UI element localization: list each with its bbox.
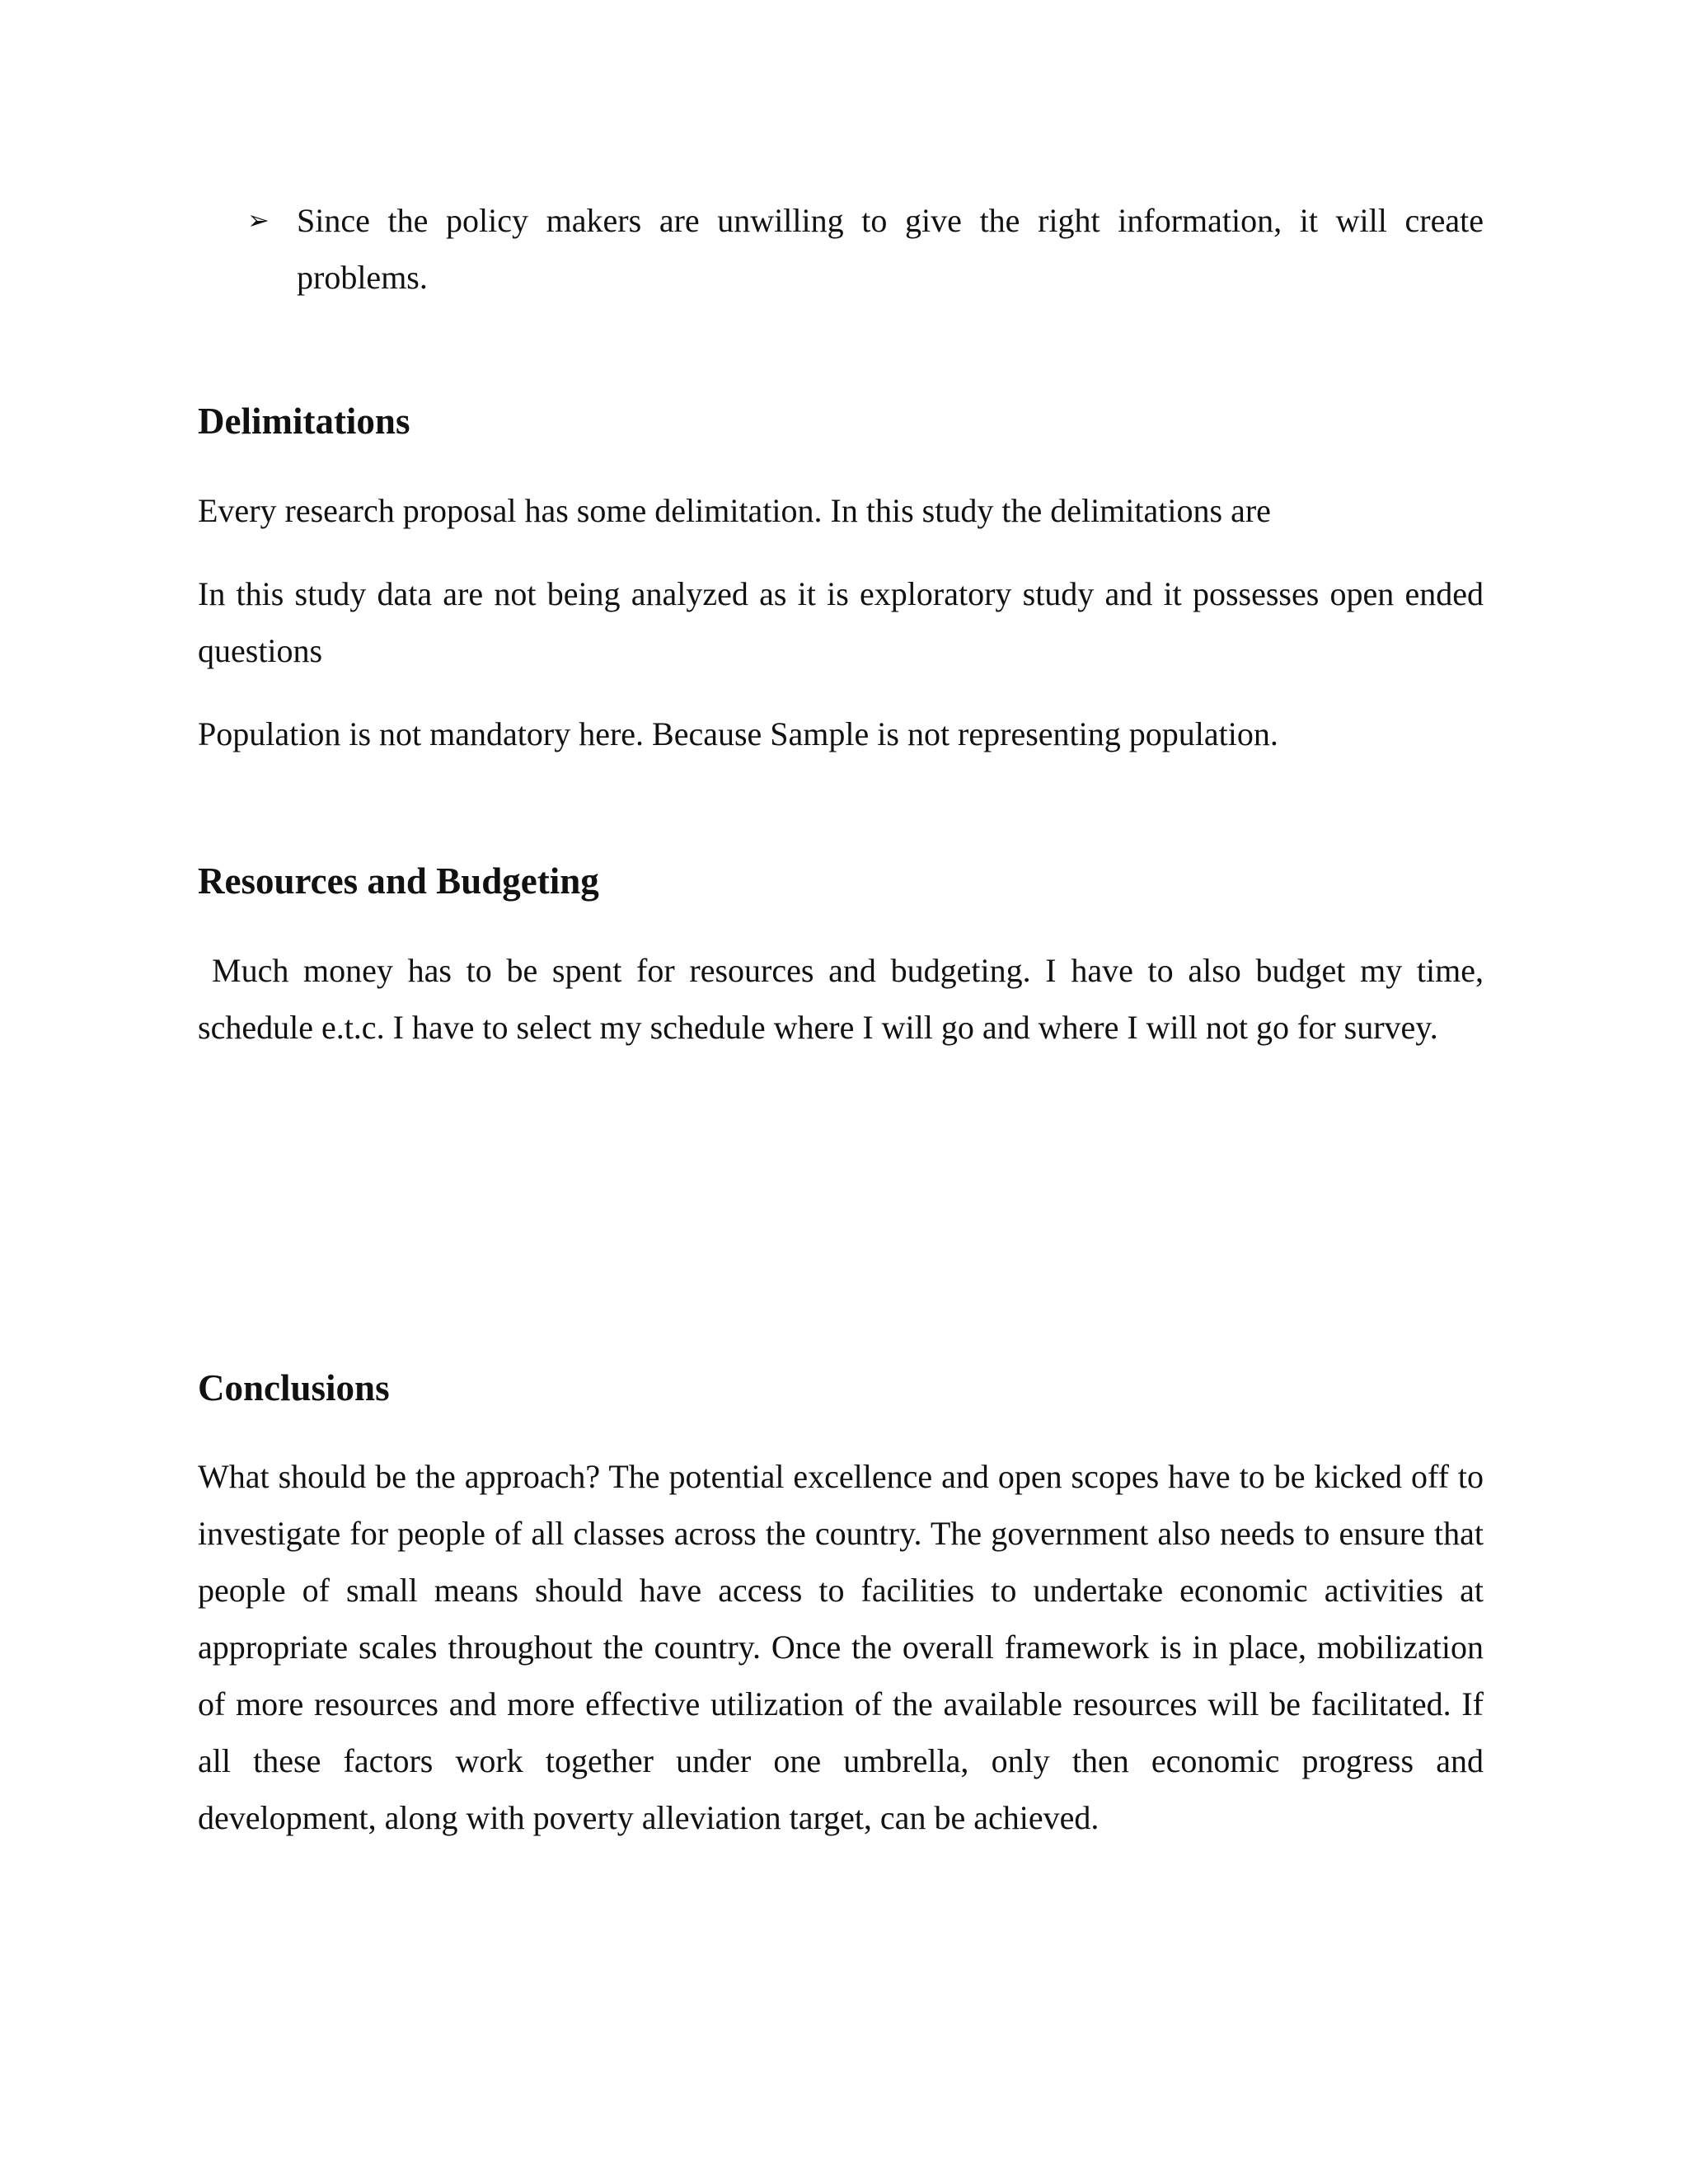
- delimitations-paragraph-2: In this study data are not being analyzed as it is exploratory study and it possesses open ended questions: [198, 575, 1484, 669]
- conclusions-paragraph: What should be the approach? The potential excellence and open scopes have to be kicked off to investigate for people of all classes across the country. The government also needs to ensure that people of small means should have access to facilities to undertake economic activities at appropriate scales throughout the country. Once the overall framework is in place, mobilization of more resources and more effective utilization of the available resources will be facilitated. If all these factors work together under one umbrella, only then economic progress and development, along with poverty alleviation target, can be achieved.: [198, 1458, 1484, 1836]
- delimitations-paragraph-3: Population is not mandatory here. Because Sample is not representing population.: [198, 715, 1278, 752]
- bullet-text: Since the policy makers are unwilling to give the right information, it will create problems.: [297, 202, 1484, 296]
- resources-paragraph: Much money has to be spent for resources and budgeting. I have to also budget my time, schedule e.t.c. I have to select my schedule where I will go and where I will not go for survey.: [198, 952, 1484, 1046]
- heading-conclusions: Conclusions: [198, 1367, 390, 1408]
- arrow-bullet-icon: ➢: [247, 204, 270, 236]
- delimitations-paragraph-1: Every research proposal has some delimitation. In this study the delimitations are: [198, 492, 1271, 529]
- heading-resources-budgeting: Resources and Budgeting: [198, 860, 599, 902]
- heading-delimitations: Delimitations: [198, 401, 410, 442]
